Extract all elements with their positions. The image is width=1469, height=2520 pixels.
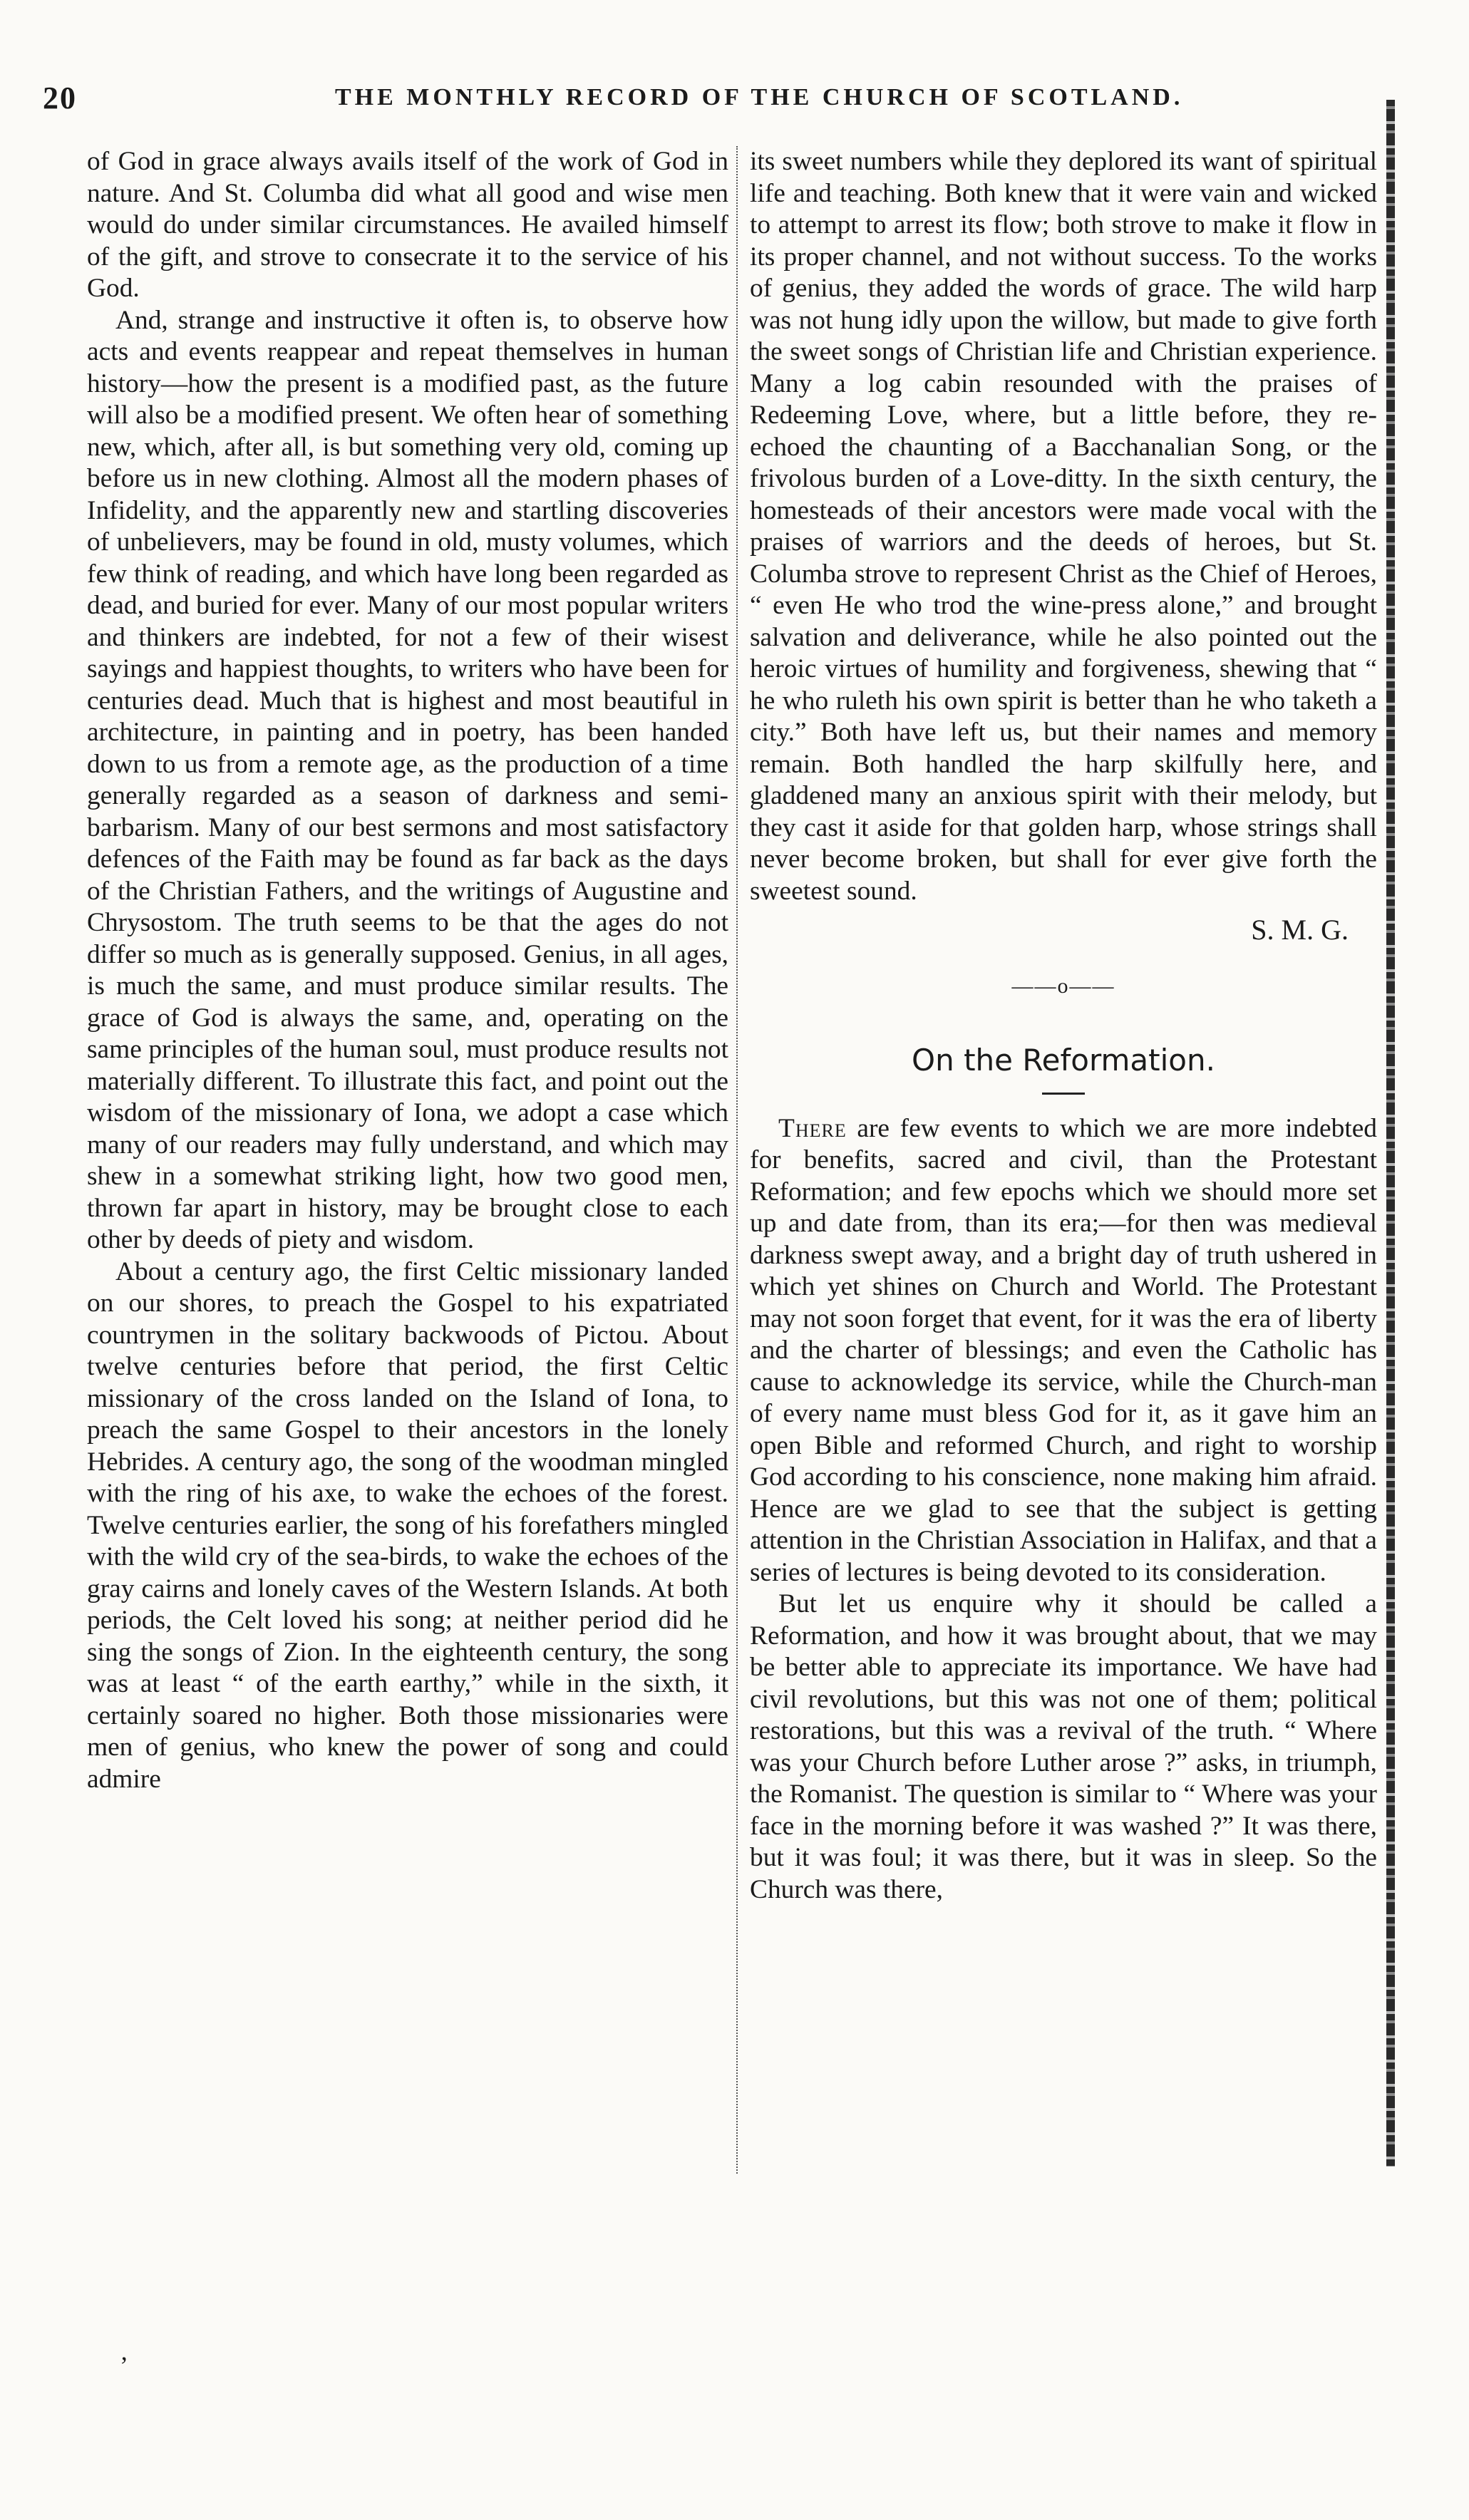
- lead-word: There: [778, 1113, 847, 1143]
- article-title: On the Reformation.: [912, 1043, 1215, 1078]
- author-signature: S. M. G.: [1251, 914, 1349, 946]
- page-number: 20: [43, 81, 77, 115]
- footer-mark: ‚: [120, 2337, 128, 2365]
- left-column: [87, 146, 728, 1795]
- title-rule: [1042, 1093, 1085, 1095]
- page-edge-rule: [1386, 100, 1395, 2167]
- paragraph: But let us enquire why it should be called a Reformation, and how it was brought about, that we may be better able to appreciate its importance. We have had civil revolutions, but this was not one of them; political restorations, but this was a revival of the truth. “ Where was your Church before Luther arose ?” asks, in triumph, the Romanist. The question is similar to “ Where was your face in the morning before it was washed ?” It was there, but it was foul; it was there, but it was in sleep. So the Church was there,: [750, 1589, 1377, 1904]
- paragraph: its sweet numbers while they deplored its want of spiritual life and teaching. Both knew that it were vain and wicked to attempt to arrest its flow; both strove to make it flow in its proper channel, and not without success. To the works of genius, they added the words of grace. The wild harp was not hung idly upon the willow, but made to give forth the sweet songs of Christian life and Christian experience. Many a log cabin resounded with the praises of Redeeming Love, where, but a little before, they re-echoed the chaunting of a Bacchanalian Song, or the frivolous burden of a Love-ditty. In the sixth century, the homesteads of their ancestors were made vocal with the praises of warriors and the deeds of heroes, but St. Columba strove to represent Christ as the Chief of Heroes, “ even He who trod the wine-press alone,” and brought salvation and deliverance, while he also pointed out the heroic virtues of humility and forgiveness, shewing that “ he who ruleth his own spirit is better than he who taketh a city.” Both have left us, but their names and memory remain. Both handled the harp skilfully here, and gladdened many an anxious spirit with their melody, but they cast it aside for that golden harp, whose strings shall never become broken, but shall for ever give forth the sweetest sound.: [750, 147, 1377, 906]
- column-divider: [736, 146, 739, 2174]
- page-header: [43, 80, 1383, 123]
- paragraph: And, strange and instructive it often is, to observe how acts and events reappear and repeat themselves in human history—how the present is a modified past, as the future will also be a modified present. We often hear of something new, which, after all, is but something very old, coming up before us in new clothing. Almost all the modern phases of Infidelity, and the apparently new and startling discoveries of unbelievers, may be found in old, musty volumes, which few think of reading, and which have long been regarded as dead, and buried for ever. Many of our most popular writers and thinkers are indebted, for not a few of their wisest sayings and happiest thoughts, to writers who have been for centuries dead. Much that is highest and most beautiful in architecture, in painting and in poetry, has been handed down to us from a remote age, as the production of a time generally regarded as a season of darkness and semi-barbarism. Many of our best sermons and most satisfactory defences of the Faith may be found as far back as the days of the Christian Fathers, and the writings of Augustine and Chrysostom. The truth seems to be that the ages do not differ so much as is generally supposed. Genius, in all ages, is much the same, and must produce similar results. The grace of God is always the same, and, operating on the same principles of the human soul, must produce results not materially different. To illustrate this fact, and point out the wisdom of the missionary of Iona, we adopt a case which many of our readers may fully understand, and which may shew in a somewhat striking light, how two good men, thrown far apart in history, may be brought close to each other by deeds of piety and wisdom.: [87, 305, 728, 1254]
- paragraph-text: are few events to which we are more indebted for benefits, sacred and civil, than the Protestant Reformation; and few epochs which we should more set up and date from, than its era;—for then was medieval darkness swept away, and a bright day of truth ushered in which yet shines on Church and World. The Protestant may not soon forget that event, for it was the era of liberty and the charter of blessings; and even the Catholic has cause to acknowledge its service, while the Church-man of every name must bless God for it, as it gave him an open Bible and reformed Church, and right to worship God according to his conscience, none making him afraid. Hence are we glad to see that the subject is getting attention in the Christian Association in Halifax, and that a series of lectures is being devoted to its consideration.: [750, 1113, 1377, 1587]
- paragraph: About a century ago, the first Celtic missionary landed on our shores, to preach the Gospel to his expatriated countrymen in the solitary backwoods of Pictou. About twelve centuries before that period, the first Celtic missionary of the cross landed on the Island of Iona, to preach the same Gospel to their ancestors in the lonely Hebrides. A century ago, the song of the woodman mingled with the ring of his axe, to wake the echoes of the forest. Twelve centuries earlier, the song of his forefathers mingled with the wild cry of the sea-birds, to wake the echoes of the gray cairns and lonely caves of the Western Islands. At both periods, the Celt loved his song; at neither period did he sing the songs of Zion. In the eighteenth century, the song was at least “ of the earth earthy,” while in the sixth, it certainly soared no higher. Both those missionaries were men of genius, who knew the power of song and could admire: [87, 1256, 728, 1794]
- running-title: THE MONTHLY RECORD OF THE CHURCH OF SCOTLAND.: [335, 84, 1184, 110]
- section-ornament: ——o——: [1011, 974, 1115, 998]
- paragraph: of God in grace always avails itself of the work of God in nature. And St. Columba did what all good and wise men would do under similar circumstances. He availed himself of the gift, and strove to consecrate it to the service of his God.: [87, 147, 728, 303]
- paragraph: [750, 1113, 1377, 1589]
- right-column: [750, 146, 1377, 1906]
